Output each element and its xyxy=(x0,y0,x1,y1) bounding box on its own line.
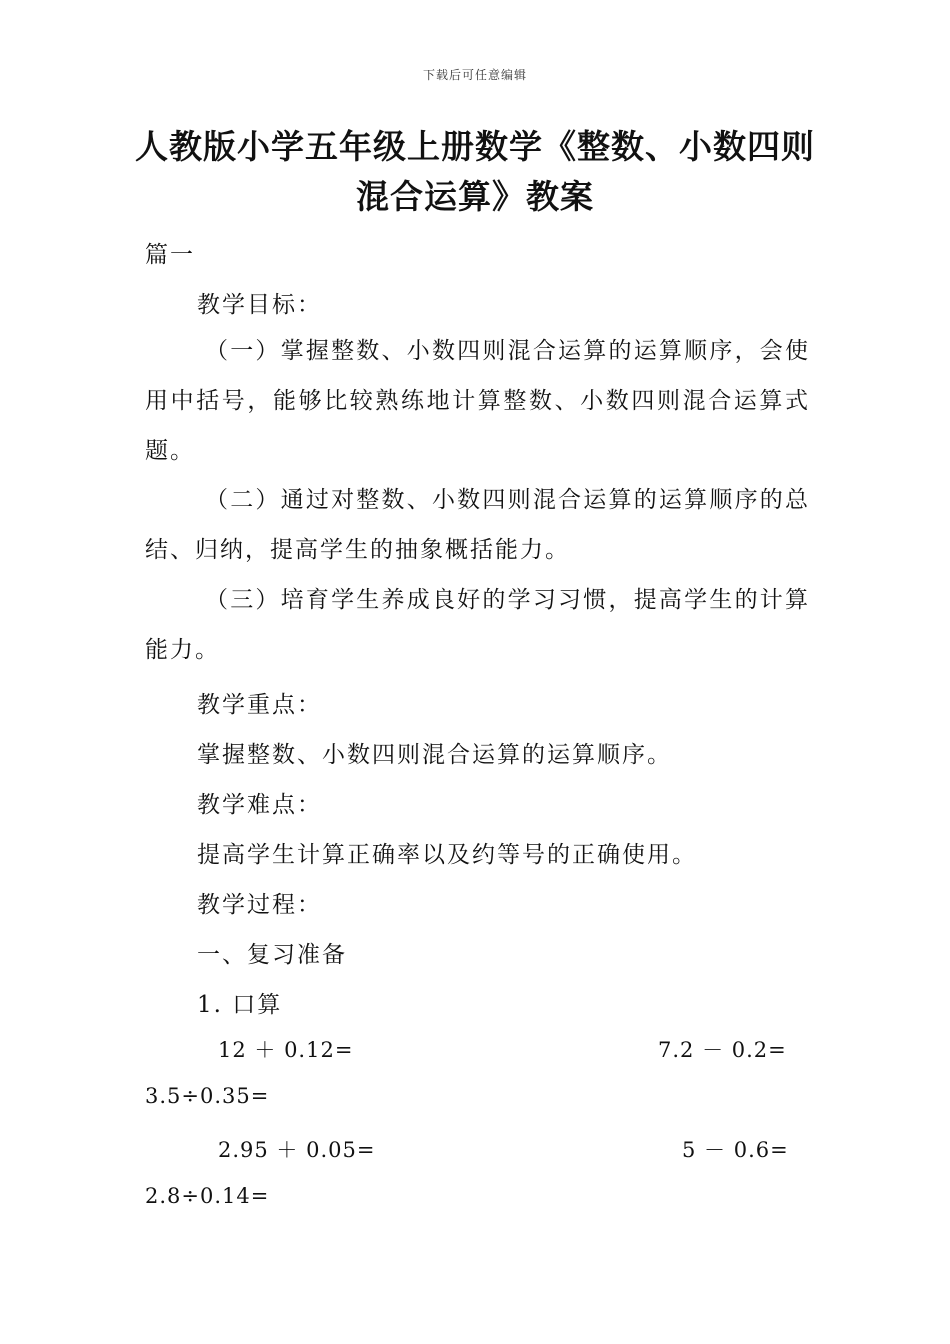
objective-paragraph: （一）掌握整数、小数四则混合运算的运算顺序，会使用中括号，能够比较熟练地计算整数、小数四则混合运算式题。 xyxy=(145,338,810,464)
section-label: 篇一 xyxy=(145,242,195,268)
oral-problem: 7.2 － 0.2= xyxy=(658,1038,787,1062)
difficulty-text: 提高学生计算正确率以及约等号的正确使用。 xyxy=(197,842,697,868)
difficulty-heading: 教学难点： xyxy=(197,792,322,818)
objective-paragraph: （三）培育学生养成良好的学习习惯，提高学生的计算能力。 xyxy=(145,587,810,663)
oral-problem: 2.95 ＋ 0.05= xyxy=(218,1138,376,1162)
objective-paragraph: （二）通过对整数、小数四则混合运算的运算顺序的总结、归纳，提高学生的抽象概括能力。 xyxy=(145,487,810,563)
oral-problem: 5 － 0.6= xyxy=(682,1138,789,1162)
step-one-heading: 一、复习准备 xyxy=(197,942,347,968)
process-heading: 教学过程： xyxy=(197,892,322,918)
oral-calculation-heading: 1. 口算 xyxy=(197,992,283,1018)
oral-problem: 2.8÷0.14= xyxy=(145,1184,270,1208)
key-points-heading: 教学重点： xyxy=(197,692,322,718)
key-points-text: 掌握整数、小数四则混合运算的运算顺序。 xyxy=(197,742,672,768)
objectives-heading: 教学目标： xyxy=(197,292,322,318)
page-header: 下载后可任意编辑 xyxy=(422,68,527,82)
document-title: 人教版小学五年级上册数学《整数、小数四则混合运算》教案 xyxy=(135,127,815,216)
oral-problem: 12 ＋ 0.12= xyxy=(218,1038,354,1062)
oral-problem: 3.5÷0.35= xyxy=(145,1084,270,1108)
